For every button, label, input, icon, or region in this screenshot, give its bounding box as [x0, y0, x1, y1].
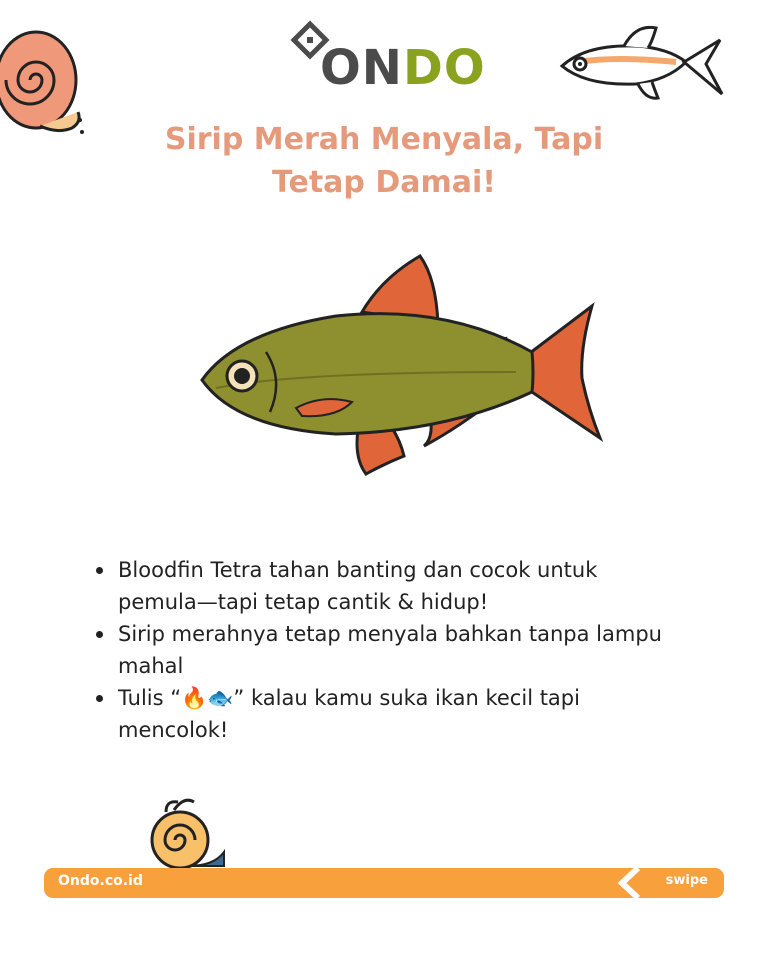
bullet-item-1: Bloodfin Tetra tahan banting dan cocok untuk pemula—tapi tetap cantik & hidup!	[96, 554, 676, 618]
neon-fish-illustration	[556, 18, 728, 108]
bullet-list	[96, 554, 676, 746]
logo-suffix: DO	[402, 40, 486, 96]
footer-site-link[interactable]: Ondo.co.id	[58, 873, 143, 889]
bullet-item-3: Tulis “🔥🐟” kalau kamu suka ikan kecil tapi mencolok!	[96, 682, 676, 746]
headline: Sirip Merah Menyala, Tapi Tetap Damai!	[164, 122, 604, 200]
logo-wordmark	[320, 40, 486, 96]
footer-bar	[44, 868, 724, 898]
swipe-button[interactable]: swipe	[665, 873, 708, 888]
logo-prefix: ON	[320, 40, 403, 96]
bloodfin-tetra-illustration	[196, 248, 606, 484]
snail-illustration-top-left	[0, 22, 92, 138]
snail-illustration-bottom	[144, 796, 230, 870]
ondo-logo	[286, 20, 486, 102]
swipe-chevron-icon	[610, 866, 640, 900]
bullet-item-2: Sirip merahnya tetap menyala bahkan tanpa lampu mahal	[96, 618, 676, 682]
